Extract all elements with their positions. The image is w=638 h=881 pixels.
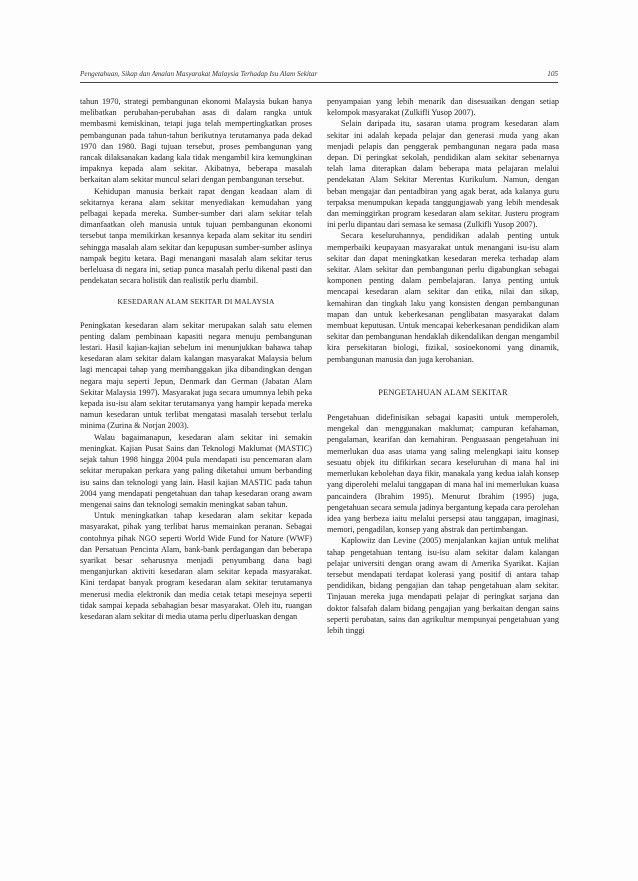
running-header — [80, 70, 558, 78]
running-title: Pengetahuan, Sikap dan Amalan Masyarakat Malaysia Terhadap Isu Alam Sekitar — [80, 70, 318, 78]
right-column — [327, 96, 559, 636]
paragraph: Walau bagaimanapun, kesedaran alam sekitar ini semakin meningkat. Kajian Pusat Sains dan Teknologi Maklumat (MASTIC) sejak tahun 1998 hingga 2004 pula mendapati isu pencemaran alam sekitar merupakan perkara yang paling diketahui umum berbanding isu sains dan teknologi yang lain. Hasil kajian MASTIC pada tahun 2004 yang mendapati pengetahuan dan tahap kesedaran orang awam mengenai sains dan teknologi semakin meningkat saban tahun. — [80, 432, 312, 509]
paragraph: Kaplowitz dan Levine (2005) menjalankan kajian untuk melihat tahap pengetahuan tentang isu-isu alam sekitar dalam kalangan pelajar universiti dengan orang awam di Amerika Syarikat. Kajian tersebut mendapati terdapat kolerasi yang positif di antara tahap pendidikan, bidang pengajian dan tahap pengetahuan alam sekitar. Tinjauan mereka juga mendapati pelajar di peringkat sarjana dan doktor falsafah dalam bidang pengajian yang berkaitan dengan sains seperti perubatan, sains dan agrikultur mempunyai pengetahuan yang lebih tinggi — [327, 536, 559, 635]
left-column — [80, 96, 312, 622]
paragraph: penyampaian yang lebih menarik dan disesuaikan dengan setiap kelompok masyarakat (Zulkifli Yusop 2007). — [327, 97, 559, 118]
paragraph: Untuk meningkatkan tahap kesedaran alam sekitar kepada masyarakat, pihak yang terlibat harus memainkan peranan. Sebagai contohnya pihak NGO seperti World Wide Fund for Nature (WWF) dan Persatuan Pencinta Alam, bank-bank perdagangan dan beberapa syarikat besar seharusnya menjadi penyumbang dana bagi menganjurkan aktiviti kesedaran alam sekitar kepada masyarakat. Kini terdapat banyak program kesedaran alam sekitar terutamanya menerusi media elektronik dan media cetak tetapi mesejnya seperti tidak sampai kepada sebahagian besar masyarakat. Oleh itu, ruangan kesedaran alam sekitar di media utama perlu diperluaskan dengan — [80, 511, 312, 621]
paragraph: Secara keseluruhannya, pendidikan adalah penting untuk memperbaiki keupayaan masyarakat untuk menangani isu-isu alam sekitar dan dapat meningkatkan kesedaran mereka terhadap alam sekitar. Alam sekitar dan pembangunan perlu digabungkan sebagai komponen penting dalam pembelajaran. Ianya penting untuk mencapai kesedaran alam sekitar dan etika, nilai dan sikap, kemahiran dan tingkah laku yang konsisten dengan pembangunan mapan dan untuk keberkesanan penglibatan masyarakat dalam membuat keputusan. Untuk mencapai keberkesanan pendidikan alam sekitar dan pembangunan hendaklah dikendalikan dengan mengambil kira persekitaran biologi, fizikal, sosioekonomi yang dinamik, pembangunan manusia dan juga kerohanian. — [327, 231, 559, 364]
section-heading: KESEDARAN ALAM SEKITAR DI MALAYSIA — [117, 297, 275, 307]
paragraph: Pengetahuan didefinisikan sebagai kapasiti untuk memperoleh, mengekal dan menggunakan maklumat; campuran kefahaman, pengalaman, kearifan dan kemahiran. Penguasaan pengetahuan ini memerlukan dua asas utama yang saling melengkapi iaitu konsep sesuatu objek itu difikirkan secara keseluruhan di mana hal ini memerlukan kebolehan daya fikir, manakala yang kedua ialah konsep yang diperolehi melalui tanggapan di mana hal ini memerlukan kuasa pancaindera (Ibrahim 1995). Menurut Ibrahim (1995) juga, pengetahuan secara semula jadinya bergantung kepada cara perolehan idea yang berbeza iaitu melalui persepsi atau tanggapan, imaginasi, memori, pengadilan, konsep yang abstrak dan pertimbangan. — [327, 413, 559, 535]
paragraph: Peningkatan kesedaran alam sekitar merupakan salah satu elemen penting dalam pembinaan kapasiti negara menuju pembangunan lestari. Hasil kajian-kajian sebelum ini menunjukkan bahawa tahap kesedaran alam sekitar dalam kalangan masyarakat Malaysia belum lagi mencapai tahap yang membanggakan jika dibandingkan dengan negara maju seperti Jepun, Denmark dan German (Jabatan Alam Sekitar Malaysia 1997). Masyarakat juga secara umumnya lebih peka kepada isu-isu alam sekitar terutamanya yang hampir kepada mereka namun kesedaran untuk terlibat mengatasi masalah tersebut terlalu minima (Zurina & Norjan 2003). — [80, 320, 312, 431]
paragraph: tahun 1970, strategi pembangunan ekonomi Malaysia bukan hanya melibatkan perubahan-perubahan asas di dalam rangka untuk membasmi kemiskinan, tetapi juga telah mempertingkatkan proses pembangunan pada tahun-tahun berikutnya terutamanya pada dekad 1970 dan 1980. Bagi tujuan tersebut, proses pembangunan yang rancak dilaksanakan kadang kala tidak mengambil kira kemungkinan impaknya kepada alam sekitar. Akibatnya, beberapa masalah berkaitan alam sekitar muncul selari dengan pembangunan tersebut. — [80, 97, 312, 185]
header-divider — [80, 82, 558, 83]
page-number: 105 — [547, 70, 558, 78]
paragraph: Selain daripada itu, sasaran utama program kesedaran alam sekitar ini adalah kepada pelajar dan generasi muda yang akan menjadi pelapis dan penggerak pembangunan negara pada masa depan. Di peringkat sekolah, pendidikan alam sekitar sebenarnya telah lama diterapkan dalam beberapa mata pelajaran melalui pendekatan Alam Sekitar Merentas Kurikulum. Namun, dengan beban mengajar dan pentadbiran yang agak berat, ada kalanya guru terpaksa menumpukan kepada tanggungjawab yang lebih mendesak dan meminggirkan program kesedaran alam sekitar. Justeru program ini perlu dipantau dari semasa ke semasa (Zulkifli Yusop 2007). — [327, 119, 559, 230]
section-heading: PENGETAHUAN ALAM SEKITAR — [378, 387, 508, 397]
paragraph: Kehidupan manusia berkait rapat dengan keadaan alam di sekitarnya kerana alam sekitar menyediakan kemudahan yang pelbagai kepada mereka. Sumber-sumber dari alam sekitar telah dimanfaatkan oleh manusia untuk tujuan pembangunan ekonomi tersebut tanpa memikirkan kesannya kepada alam sekitar itu sendiri sehingga masalah alam sekitar dan kepupusan sumber-sumber aslinya nampak begitu ketara. Bagi menangani masalah alam sekitar terus berleluasa di negara ini, setiap punca masalah perlu dikenal pasti dan pendekatan secara holistik dan realistik perlu diambil. — [80, 186, 312, 286]
